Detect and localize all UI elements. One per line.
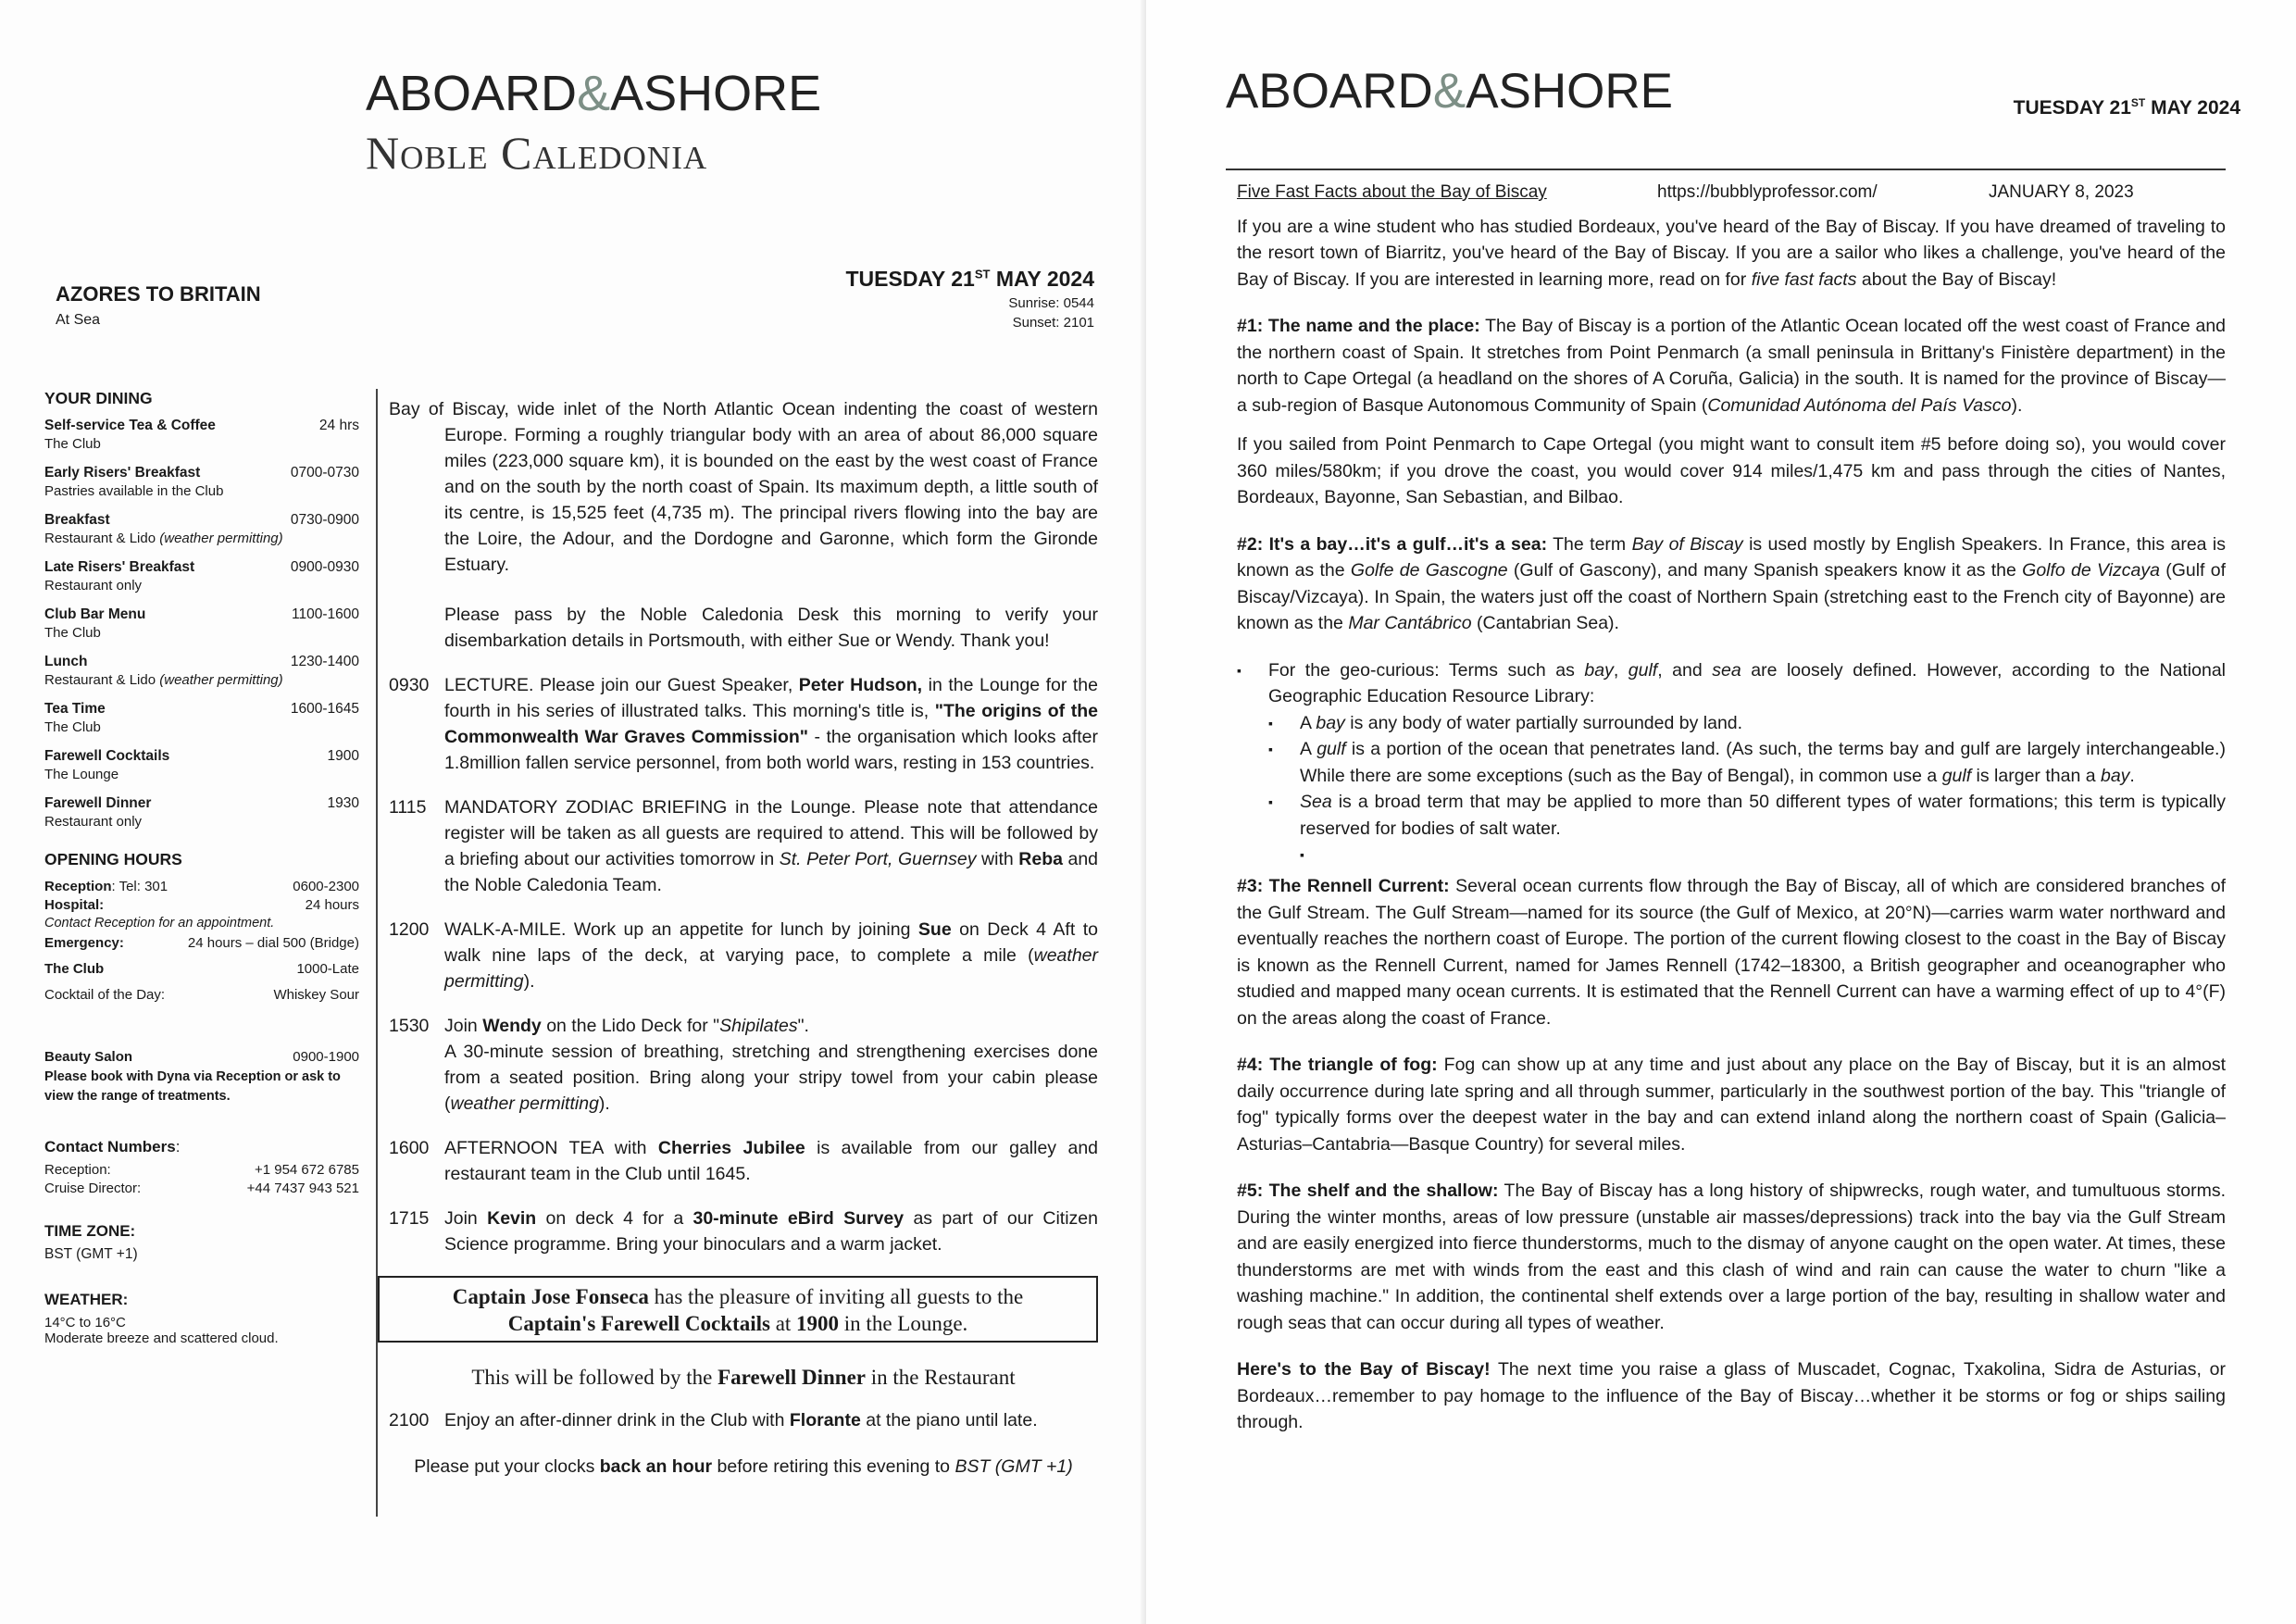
dining-venue: The Club: [44, 719, 101, 735]
hospital-hours: Hospital: 24 hours: [44, 897, 359, 913]
desk-note: Please pass by the Noble Caledonia Desk this morning to verify your disembarkation details in Portsmouth, with either Sue or Wendy. Thank you!: [444, 605, 1098, 651]
dining-time: 0900-0930: [290, 559, 359, 575]
voyage-title: AZORES TO BRITAIN: [56, 282, 261, 306]
daily-program: [389, 396, 1098, 1480]
voyage-header: [56, 282, 261, 329]
fact-3: #3: The Rennell Current: Several ocean currents flow through the Bay of Biscay, all of which are considered branches of the Gulf Stream. The Gulf Stream—named for its source (the Gulf of Mexico, at 20°N)—carries warm water northward and eventually reaches the northern coast of Europe. The portion of the current flowing closest to the coast in the Bay of Biscay is known as the Rennell Current, named for James Rennell (1742–18300, a British geographer and oceanographer who studied and mapped many ocean currents. It is estimated that the Rennell Current can have a warming effect of up to 4°(F) on the areas along the coast of France.: [1237, 876, 2226, 1029]
dining-item: [44, 418, 359, 452]
fact-1: #1: The name and the place: The Bay of Biscay is a portion of the Atlantic Ocean located off the west coast of France and the northern coast of Spain. It stretches from Point Penmarch (a small peninsula in Brittany's Finistère department) in the north to Cape Ortegal (a headland on the shores of A Coruña, Galicia) in the south. It is named for the province of Biscay—a sub-region of Basque Autonomous Community of Spain (Comunidad Autónoma del País Vasco).: [1237, 316, 2227, 416]
dining-venue: Restaurant only: [44, 814, 143, 830]
beauty-salon: Beauty Salon 0900-1900 Please book with Dyna via Reception or ask to view the range of treatments.: [44, 1049, 359, 1104]
article-title: Five Fast Facts about the Bay of Biscay: [1237, 182, 1547, 202]
dining-item: [44, 701, 359, 735]
list-item: ▪ For the geo-curious: Terms such as bay, gulf, and sea are loosely defined. However, according to the National Geographic Education Resource Library: ▪ A bay is any body of water partially surrounded by land. ▪ A gulf is a portion of the ocean that penetrates land. (As such, the terms bay and gulf are largely interchangeable.) While there are some exceptions (such as the Bay of Bengal), in common use a gulf is larger than a bay. ▪ Sea is a broad term that may be applied to more than 50 different types of water formations; this term is typically reserved for bodies of salt water. ▪: [1237, 657, 2226, 867]
contact-numbers: Contact Numbers: Reception: +1 954 672 6785 Cruise Director: +44 7437 943 521: [44, 1138, 359, 1196]
sunset-time: Sunset: 2101: [1012, 315, 1094, 331]
geo-curious-list: [1237, 657, 2226, 867]
event-1715: 1715 Join Kevin on deck 4 for a 30-minute eBird Survey as part of our Citizen Science programme. Bring your binoculars and a warm jacket.: [389, 1208, 1098, 1255]
event-1115: 1115 MANDATORY ZODIAC BRIEFING in the Lounge. Please note that attendance register will be taken as all guests are required to attend. This will be followed by a briefing about our activities tomorrow in St. Peter Port, Guernsey with Reba and the Noble Caledonia Team.: [389, 797, 1099, 895]
dining-venue: The Lounge: [44, 767, 119, 782]
info-sidebar: [44, 389, 359, 1346]
empty-bullet: [1268, 842, 2226, 866]
dining-venue: Restaurant & Lido (weather permitting): [44, 672, 283, 688]
article-source-url: https://bubblyprofessor.com/: [1657, 182, 1878, 202]
date-block: [845, 267, 1094, 331]
masthead-right: [1226, 63, 1673, 119]
dining-time: 1100-1600: [292, 606, 359, 622]
dining-name: Farewell Cocktails: [44, 748, 170, 764]
dining-item: [44, 795, 359, 830]
dining-time: 1600-1645: [290, 701, 359, 717]
dining-venue: Restaurant only: [44, 578, 143, 593]
dining-venue: Restaurant & Lido (weather permitting): [44, 531, 283, 546]
article-meta: [1237, 180, 2226, 206]
event-1530: 1530 Join Wendy on the Lido Deck for "Shipilates". A 30-minute session of breathing, stretching and strengthening exercises done from a seated position. Bring along your stripy towel from your cabin please (weather permitting).: [389, 1016, 1098, 1114]
event-0930: 0930 LECTURE. Please join our Guest Speaker, Peter Hudson, in the Lounge for the fourth in his series of illustrated talks. This morning's title is, "The origins of the Commonwealth War Graves Commission" - the organisation which looks after 1.8million fallen service personnel, from both world wars, resting in 153 countries.: [389, 675, 1098, 773]
time-zone: TIME ZONE: BST (GMT +1): [44, 1222, 138, 1262]
fact-2: #2: It's a bay…it's a gulf…it's a sea: The term Bay of Biscay is used mostly by English Speakers. In France, this area is known as the Golfe de Gascogne (Gulf of Gascony), and many Spanish speakers know it as the Golfo de Vizcaya (Gulf of Biscay/Vizcaya). In Spain, the waters just off the coast of Northern Spain (stretching east to the French city of Bayonne) are known as the Mar Cantábrico (Cantabrian Sea).: [1237, 533, 2227, 633]
dining-time: 1230-1400: [290, 654, 359, 669]
fact-1-distances: If you sailed from Point Penmarch to Cape Ortegal (you might want to consult item #5 before doing so), you would cover 360 miles/580km; if you drove the coast, you would cover 914 miles/1,475 km and pass through the cities of Nantes, Bordeaux, Bayonne, San Sebastian, and Bilbao.: [1237, 434, 2226, 507]
masthead-left: [366, 65, 822, 180]
dining-name: Lunch: [44, 654, 88, 669]
dining-name: Farewell Dinner: [44, 795, 152, 811]
bay-of-biscay-intro: Bay of Biscay, wide inlet of the North Atlantic Ocean indenting the coast of western Europe. Forming a roughly triangular body with an area of about 86,000 square miles (223,000 square km), it is bounded on the east by the west coast of France and on the south by the north coast of Spain. Its maximum depth, a little south of its centre, is 15,525 feet (4,735 m). The principal rivers flowing into the bay are the Loire, the Adour, and the Dordogne and Garonne, which form the Gironde Estuary.: [389, 399, 1099, 575]
dining-name: Early Risers' Breakfast: [44, 465, 201, 481]
dining-venue: Pastries available in the Club: [44, 483, 224, 499]
dining-name: Tea Time: [44, 701, 106, 717]
fact-5: #5: The shelf and the shallow: The Bay of Biscay has a long history of shipwrecks, rough water, and tumultuous storms. During the winter months, areas of low pressure (unstable air masses/depressions) track into the bay via the Gulf Stream and are easily energized into fierce thunderstorms, much to the dismay of anyone caught on the open water. At times, these thunderstorms are met with winds from the east and this clash of wind and rain can cause the water to churn "like a washing machine." In addition, the continental shelf extends over a large portion of the bay, resulting in shallow water and rough seas that can occur during all types of weather.: [1237, 1181, 2226, 1333]
list-item: ▪ Sea is a broad term that may be applied to more than 50 different types of water formations; this term is typically reserved for bodies of salt water.: [1268, 789, 2226, 842]
dining-time: 0730-0900: [290, 512, 359, 528]
dining-item: [44, 606, 359, 641]
dining-item: [44, 748, 359, 782]
aboard-ashore-logo: ABOARD&ASHORE: [1226, 64, 1674, 119]
column-divider: [376, 389, 378, 1517]
article-date: JANUARY 8, 2023: [1989, 182, 2134, 202]
dining-heading: YOUR DINING: [44, 389, 153, 407]
dining-item: [44, 512, 359, 546]
cocktail-of-day: Cocktail of the Day: Whiskey Sour: [44, 987, 359, 1003]
header-rule: [1226, 169, 2226, 170]
event-1200: 1200 WALK-A-MILE. Work up an appetite for lunch by joining Sue on Deck 4 Aft to walk nine laps of the deck, at varying pace, to complete a mile (weather permitting).: [389, 919, 1098, 992]
dining-item: [44, 654, 359, 688]
dining-name: Self-service Tea & Coffee: [44, 418, 216, 433]
dining-time: 24 hrs: [318, 418, 359, 433]
dining-time: 0700-0730: [290, 465, 359, 481]
reception-hours: Reception: Tel: 301 0600-2300: [44, 879, 359, 894]
weather: WEATHER: 14°C to 16°C Moderate breeze and scattered cloud.: [44, 1291, 279, 1346]
voyage-subtitle: At Sea: [56, 312, 101, 328]
farewell-dinner-note: This will be followed by the Farewell Dinner in the Restaurant: [471, 1366, 1016, 1389]
emergency-hours: Emergency: 24 hours – dial 500 (Bridge): [44, 935, 359, 951]
page-date: TUESDAY 21ST MAY 2024: [845, 267, 1094, 291]
dining-name: Club Bar Menu: [44, 606, 146, 622]
sunrise-time: Sunrise: 0544: [1008, 295, 1094, 311]
event-2100: 2100 Enjoy an after-dinner drink in the Club with Florante at the piano until late.: [389, 1410, 1038, 1430]
captain-invitation-box: Captain Jose Fonseca has the pleasure of inviting all guests to the Captain's Farewell Cocktails at 1900 in the Lounge.: [378, 1276, 1098, 1343]
dining-venue: The Club: [44, 436, 101, 452]
club-hours: The Club 1000-Late: [44, 961, 359, 977]
article-closing: Here's to the Bay of Biscay! The next time you raise a glass of Muscadet, Cognac, Txakolina, Sidra de Asturias, or Bordeaux…remember to pay homage to the influence of the Bay of Biscay…whether it be storms or fog or ships sailing through.: [1237, 1359, 2226, 1432]
hospital-note: Contact Reception for an appointment.: [44, 916, 275, 931]
dining-name: Late Risers' Breakfast: [44, 559, 195, 575]
dining-time: 1930: [327, 795, 359, 811]
clock-change-note: Please put your clocks back an hour before retiring this evening to BST (GMT +1): [414, 1456, 1073, 1477]
article-intro: If you are a wine student who has studied Bordeaux, you've heard of the Bay of Biscay. If you have dreamed of traveling to the resort town of Biarritz, you've heard of the Bay of Biscay. If you are a sailor who likes a challenge, you've heard of the Bay of Biscay. If you are interested in learning more, read on for five fast facts about the Bay of Biscay!: [1237, 216, 2226, 290]
fact-4: #4: The triangle of fog: Fog can show up at any time and just about any place on the Bay of Biscay, but it is an almost daily occurrence during late spring and all through summer, particularly in the southwest portion of the bay. This "triangle of fog" typically forms over the deepest water in the bay and can extend inland along the northern coast of Spain (Galicia–Asturias–Cantabria—Basque Country) for several miles.: [1237, 1055, 2226, 1155]
event-1600: 1600 AFTERNOON TEA with Cherries Jubilee is available from our galley and restaurant team in the Club until 1645.: [389, 1138, 1099, 1184]
left-page: [0, 0, 1146, 1624]
page-date: TUESDAY 21ST MAY 2024: [2013, 96, 2240, 119]
aboard-ashore-logo: ABOARD&ASHORE: [366, 66, 822, 121]
dining-venue: The Club: [44, 625, 101, 641]
opening-hours-heading: OPENING HOURS: [44, 850, 182, 868]
dining-item: [44, 465, 359, 499]
bay-of-biscay-article: [1237, 180, 2226, 1456]
list-item: ▪ A gulf is a portion of the ocean that penetrates land. (As such, the terms bay and gulf are largely interchangeable.) While there are some exceptions (such as the Bay of Bengal), in common use a gulf is larger than a bay.: [1268, 736, 2226, 789]
right-page: [1146, 0, 2296, 1624]
dining-item: [44, 559, 359, 593]
dining-time: 1900: [327, 748, 359, 764]
dining-name: Breakfast: [44, 512, 110, 528]
brand-name: Noble Caledonia: [366, 127, 708, 179]
list-item: ▪ A bay is any body of water partially surrounded by land.: [1268, 710, 2226, 737]
